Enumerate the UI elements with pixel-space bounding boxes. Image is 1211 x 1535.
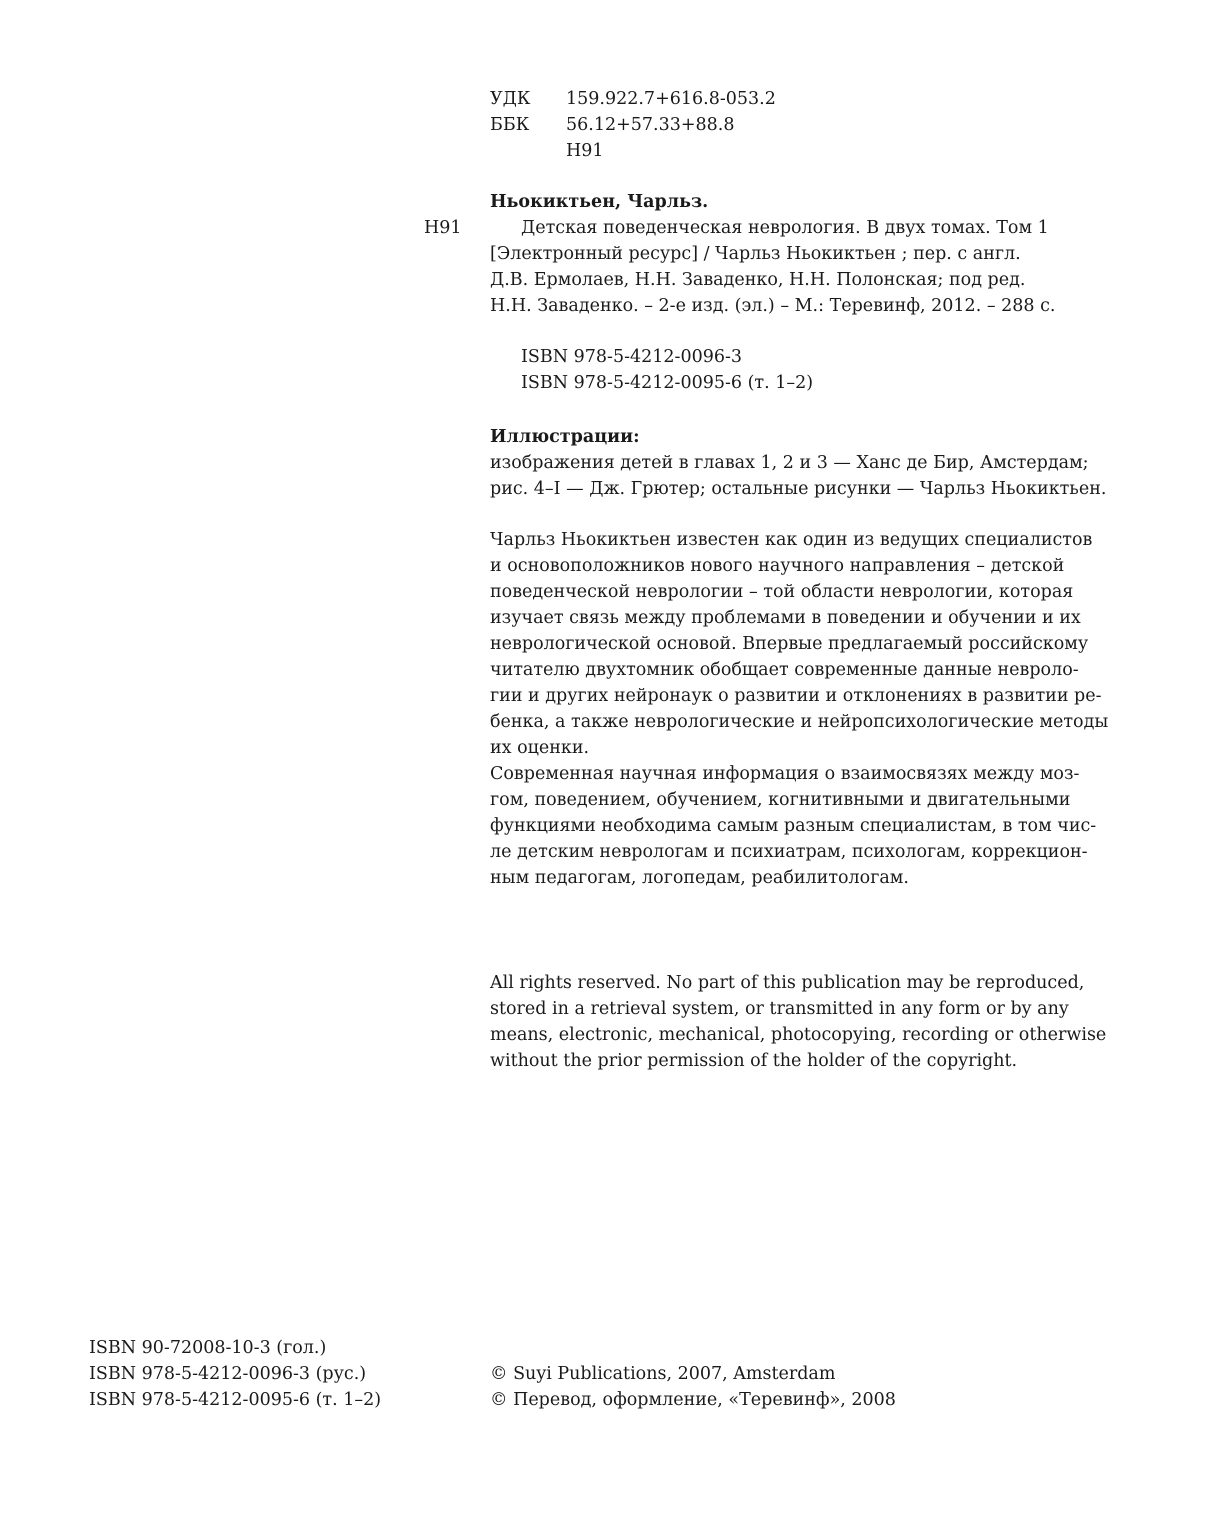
footer-isbn-line: ISBN 978-5-4212-0095-6 (т. 1–2) — [89, 1390, 382, 1410]
annotation-line: гии и других нейронаук о развитии и отклонениях в развитии ре- — [490, 686, 1102, 706]
footer-isbn-line: ISBN 90-72008-10-3 (гол.) — [89, 1338, 327, 1358]
rights-line: stored in a retrieval system, or transmitted in any form or by any — [490, 999, 1069, 1019]
record-description-line: Детская поведенческая неврология. В двух томах. Том 1 — [521, 218, 1049, 238]
bbk-label: ББК — [490, 115, 530, 135]
copyright-line: © Перевод, оформление, «Теревинф», 2008 — [490, 1390, 896, 1410]
annotation-line: читателю двухтомник обобщает современные данные невроло- — [490, 660, 1079, 680]
annotation-line: неврологической основой. Впервые предлагаемый российскому — [490, 634, 1089, 654]
annotation-line: функциями необходима самым разным специалистам, в том чис- — [490, 816, 1097, 836]
annotation-paragraph — [490, 527, 1130, 891]
udk-value: 159.922.7+616.8-053.2 — [566, 89, 776, 109]
rights-line: All rights reserved. No part of this publication may be reproduced, — [490, 973, 1085, 993]
annotation-line: бенка, а также неврологические и нейропсихологические методы — [490, 712, 1109, 732]
record-author: Ньокиктьен, Чарльз. — [490, 192, 709, 212]
record-description-line: Д.В. Ермолаев, Н.Н. Заваденко, Н.Н. Полонская; под ред. — [490, 270, 1026, 290]
author-mark: Н91 — [566, 141, 604, 161]
rights-notice — [490, 970, 1130, 1074]
record-description-line: [Электронный ресурс] / Чарльз Ньокиктьен ; пер. с англ. — [490, 244, 1021, 264]
illustrations-line: рис. 4–I — Дж. Грютер; остальные рисунки — Чарльз Ньокиктьен. — [490, 479, 1107, 499]
annotation-line: ным педагогам, логопедам, реабилитологам. — [490, 868, 909, 888]
illustrations-line: изображения детей в главах 1, 2 и 3 — Ханс де Бир, Амстердам; — [490, 453, 1089, 473]
copyright-line: © Suyi Publications, 2007, Amsterdam — [490, 1364, 836, 1384]
annotation-line: Чарльз Ньокиктьен известен как один из ведущих специалистов — [490, 530, 1093, 550]
footer-isbn-line: ISBN 978-5-4212-0096-3 (рус.) — [89, 1364, 367, 1384]
illustrations-heading: Иллюстрации: — [490, 427, 640, 447]
annotation-line: ле детским неврологам и психиатрам, психологам, коррекцион- — [490, 842, 1088, 862]
record-isbn-line: ISBN 978-5-4212-0096-3 — [521, 347, 743, 367]
annotation-line: поведенческой неврологии – той области неврологии, которая — [490, 582, 1074, 602]
annotation-line: и основоположников нового научного направления – детской — [490, 556, 1065, 576]
annotation-line: гом, поведением, обучением, когнитивными и двигательными — [490, 790, 1071, 810]
annotation-line: изучает связь между проблемами в поведении и обучении и их — [490, 608, 1081, 628]
udk-label: УДК — [490, 89, 531, 109]
bbk-value: 56.12+57.33+88.8 — [566, 115, 735, 135]
rights-line: without the prior permission of the holder of the copyright. — [490, 1051, 1018, 1071]
annotation-line: Современная научная информация о взаимосвязях между моз- — [490, 764, 1080, 784]
record-isbn-line: ISBN 978-5-4212-0095-6 (т. 1–2) — [521, 373, 814, 393]
rights-line: means, electronic, mechanical, photocopying, recording or otherwise — [490, 1025, 1107, 1045]
record-margin-mark: Н91 — [424, 218, 462, 238]
annotation-line: их оценки. — [490, 738, 590, 758]
record-description-line: Н.Н. Заваденко. – 2-е изд. (эл.) – М.: Теревинф, 2012. – 288 с. — [490, 296, 1056, 316]
